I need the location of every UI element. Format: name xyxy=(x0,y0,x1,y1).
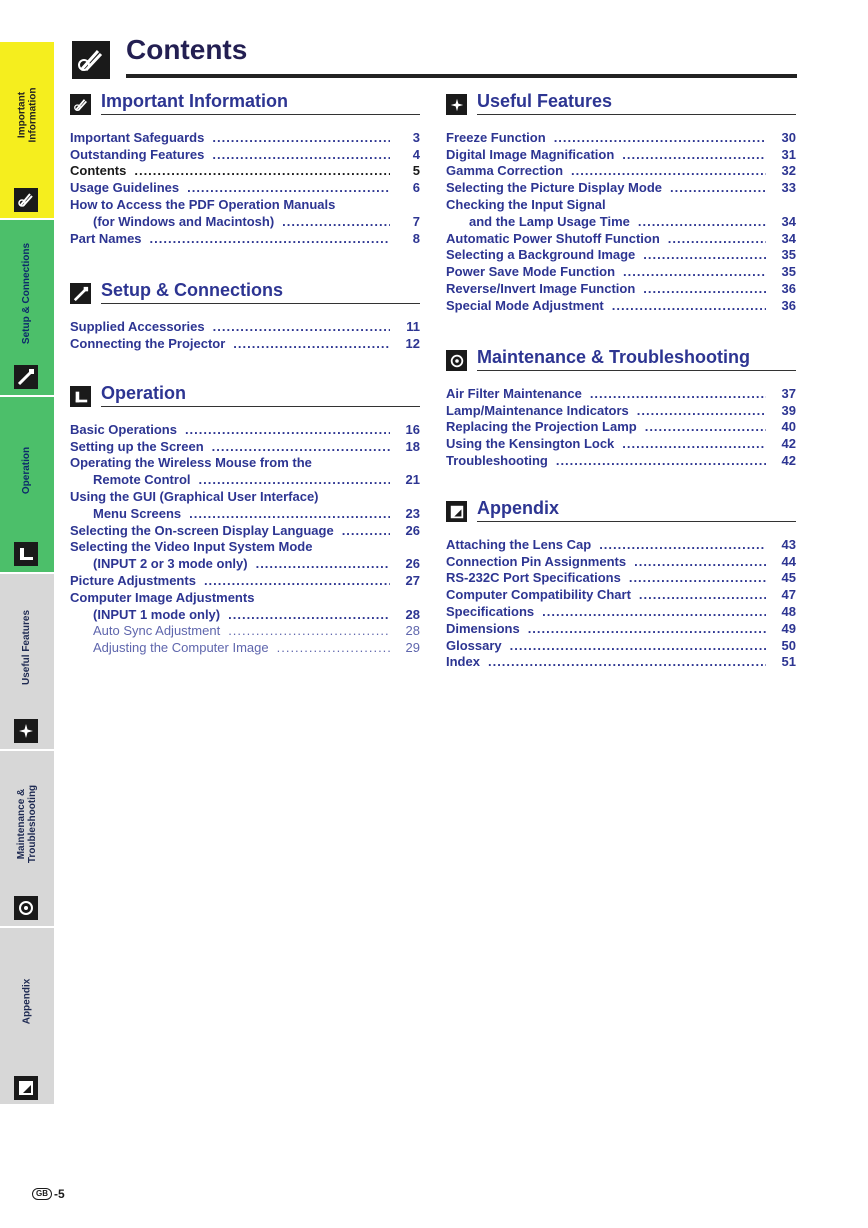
toc-entry[interactable]: Special Mode Adjustment ..... 36 xyxy=(446,297,796,314)
toc-entry[interactable]: Replacing the Projection Lamp ..... 40 xyxy=(446,419,796,436)
toc-entry[interactable]: Glossary ..... 50 xyxy=(446,637,796,654)
sparkle-icon xyxy=(14,719,38,743)
toc-entry[interactable]: Checking the Input Signal xyxy=(446,196,606,212)
toc-entry[interactable]: Connecting the Projector ..... 12 xyxy=(70,335,420,352)
toc-entry[interactable]: Setting up the Screen ..... 18 xyxy=(70,438,420,455)
gear-icon xyxy=(14,896,38,920)
toc-entry[interactable]: Important Safeguards ..... 3 xyxy=(70,129,420,146)
pen-wrench-icon xyxy=(72,41,110,79)
side-tab-important-information[interactable] xyxy=(0,42,54,218)
side-tab-label: Setup & Connections xyxy=(21,242,33,344)
side-tab-label: Useful Features xyxy=(21,609,33,685)
toc-entry[interactable]: Using the GUI (Graphical User Interface) xyxy=(70,488,319,504)
corner-page-icon xyxy=(14,1076,38,1100)
toc-entry[interactable]: (INPUT 2 or 3 mode only) ..... 26 xyxy=(70,555,420,572)
page-footer xyxy=(32,1187,65,1201)
toc-entry[interactable]: Basic Operations ..... 16 xyxy=(70,421,420,438)
toc-entry[interactable]: (INPUT 1 mode only) ..... 28 xyxy=(70,606,420,623)
toc-entry[interactable]: Connection Pin Assignments ..... 44 xyxy=(446,553,796,570)
toc-entry[interactable]: Power Save Mode Function ..... 35 xyxy=(446,263,796,280)
toc-list xyxy=(446,129,796,314)
toc-entry[interactable]: and the Lamp Usage Time ..... 34 xyxy=(446,213,796,230)
toc-list xyxy=(70,421,420,656)
toc-entry[interactable]: Computer Image Adjustments xyxy=(70,589,255,605)
side-tab-label: Important Information xyxy=(16,87,38,143)
section-rule xyxy=(477,114,796,115)
remote-control-icon xyxy=(14,542,38,566)
page-number: -5 xyxy=(54,1187,65,1201)
toc-entry[interactable]: Reverse/Invert Image Function ..... 36 xyxy=(446,280,796,297)
section-title: Maintenance & Troubleshooting xyxy=(477,347,751,367)
gear-icon xyxy=(446,350,467,371)
toc-entry[interactable]: Menu Screens ..... 23 xyxy=(70,505,420,522)
remote-control-icon xyxy=(70,386,91,407)
section-rule xyxy=(101,406,420,407)
side-tab-setup-connections[interactable] xyxy=(0,219,54,395)
side-tab-maintenance-troubleshooting[interactable] xyxy=(0,750,54,926)
section-rule xyxy=(477,370,796,371)
section-rule xyxy=(101,303,420,304)
toc-entry[interactable]: Selecting the On-screen Display Language ..... 26 xyxy=(70,522,420,539)
toc-subentry[interactable]: Adjusting the Computer Image ..... 29 xyxy=(70,639,420,656)
toc-entry[interactable]: Remote Control ..... 21 xyxy=(70,471,420,488)
section-rule xyxy=(477,521,796,522)
side-tab-appendix[interactable] xyxy=(0,927,54,1104)
side-tab-useful-features[interactable] xyxy=(0,573,54,749)
section-operation xyxy=(70,383,420,656)
toc-list xyxy=(70,129,420,247)
toc-list xyxy=(446,536,796,670)
toc-entry[interactable]: Part Names ..... 8 xyxy=(70,230,420,247)
section-title: Important Information xyxy=(101,91,288,111)
region-badge: GB xyxy=(32,1188,52,1200)
toc-entry[interactable]: How to Access the PDF Operation Manuals xyxy=(70,196,336,212)
side-tab-label: Operation xyxy=(21,446,33,494)
toc-entry[interactable]: Selecting the Picture Display Mode ..... 33 xyxy=(446,179,796,196)
toc-entry[interactable]: Troubleshooting ..... 42 xyxy=(446,452,796,469)
section-maintenance-troubleshooting xyxy=(446,347,796,469)
toc-entry[interactable]: Air Filter Maintenance ..... 37 xyxy=(446,385,796,402)
toc-entry[interactable]: Computer Compatibility Chart ..... 47 xyxy=(446,586,796,603)
toc-entry[interactable]: Index ..... 51 xyxy=(446,654,796,671)
toc-entry[interactable]: Usage Guidelines ..... 6 xyxy=(70,179,420,196)
toc-entry[interactable]: Picture Adjustments ..... 27 xyxy=(70,572,420,589)
section-title: Setup & Connections xyxy=(101,280,284,300)
title-rule xyxy=(126,74,797,78)
section-title: Useful Features xyxy=(477,91,613,111)
toc-list xyxy=(70,318,420,352)
toc-list xyxy=(446,385,796,469)
toc-entry[interactable]: Using the Kensington Lock ..... 42 xyxy=(446,435,796,452)
toc-entry[interactable]: Dimensions ..... 49 xyxy=(446,620,796,637)
section-appendix xyxy=(446,498,796,670)
toc-entry[interactable]: Outstanding Features ..... 4 xyxy=(70,146,420,163)
section-title: Operation xyxy=(101,383,187,403)
section-title: Appendix xyxy=(477,498,560,518)
toc-entry[interactable]: Specifications ..... 48 xyxy=(446,603,796,620)
toc-entry[interactable]: Attaching the Lens Cap ..... 43 xyxy=(446,536,796,553)
toc-entry[interactable]: Automatic Power Shutoff Function ..... 34 xyxy=(446,230,796,247)
cable-icon xyxy=(70,283,91,304)
toc-entry[interactable]: (for Windows and Macintosh) ..... 7 xyxy=(70,213,420,230)
toc-subentry[interactable]: Auto Sync Adjustment ..... 28 xyxy=(70,623,420,640)
section-important-information xyxy=(70,91,420,247)
toc-entry[interactable]: RS-232C Port Specifications ..... 45 xyxy=(446,570,796,587)
toc-entry[interactable]: Supplied Accessories ..... 11 xyxy=(70,318,420,335)
side-tab-label: Appendix xyxy=(21,978,33,1024)
toc-entry-current[interactable]: Contents ..... 5 xyxy=(70,163,420,180)
page-title: Contents xyxy=(126,34,248,65)
corner-page-icon xyxy=(446,501,467,522)
side-tab-label: Maintenance & Troubleshooting xyxy=(16,784,39,864)
section-useful-features xyxy=(446,91,796,314)
toc-entry[interactable]: Operating the Wireless Mouse from the xyxy=(70,455,312,471)
toc-entry[interactable]: Lamp/Maintenance Indicators ..... 39 xyxy=(446,402,796,419)
pen-wrench-icon xyxy=(14,188,38,212)
section-rule xyxy=(101,114,420,115)
side-tab-operation[interactable] xyxy=(0,396,54,572)
toc-entry[interactable]: Selecting the Video Input System Mode xyxy=(70,539,313,555)
toc-entry[interactable]: Digital Image Magnification ..... 31 xyxy=(446,146,796,163)
section-setup-connections xyxy=(70,280,420,352)
cable-icon xyxy=(14,365,38,389)
toc-entry[interactable]: Gamma Correction ..... 32 xyxy=(446,163,796,180)
sparkle-icon xyxy=(446,94,467,115)
toc-entry[interactable]: Selecting a Background Image ..... 35 xyxy=(446,247,796,264)
pen-wrench-icon xyxy=(70,94,91,115)
toc-entry[interactable]: Freeze Function ..... 30 xyxy=(446,129,796,146)
